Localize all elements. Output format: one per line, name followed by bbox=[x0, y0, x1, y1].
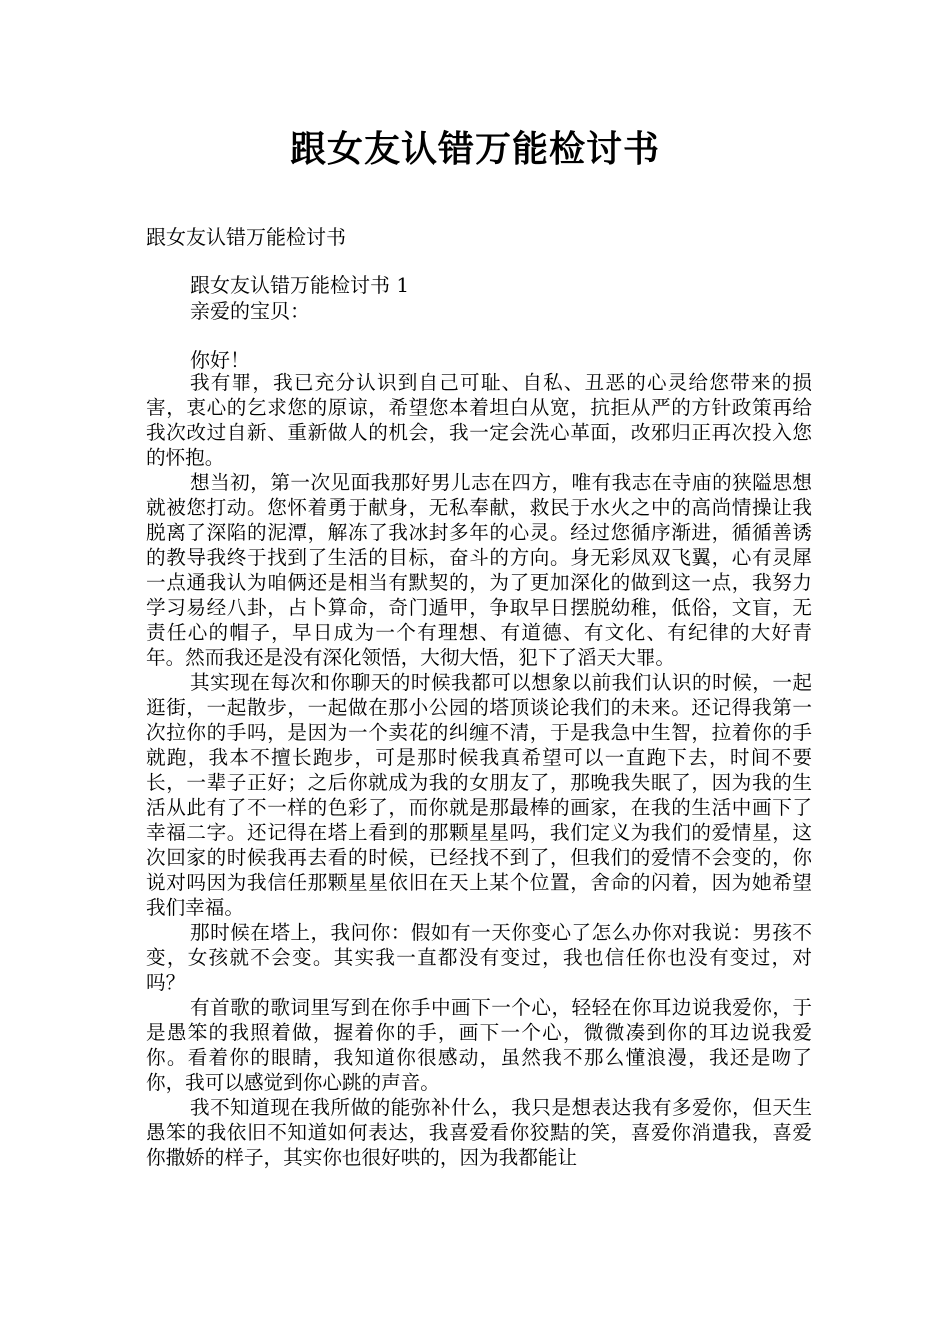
paragraph: 我不知道现在我所做的能弥补什么，我只是想表达我有多爱你，但天生愚笨的我依旧不知道如何表达，我喜爱看你狡黠的笑，喜爱你消遣我，喜爱你撒娇的样子，其实你也很好哄的，因为我都能让 bbox=[146, 1096, 812, 1169]
paragraph: 其实现在每次和你聊天的时候我都可以想象以前我们认识的时候，一起逛街，一起散步，一起做在那小公园的塔顶谈论我们的未来。还记得我第一次拉你的手吗，是因为一个卖花的纠缠不清，于是我急中生智，拉着你的手就跑，我本不擅长跑步，可是那时候我真希望可以一直跑下去，时间不要长，一辈子正好；之后你就成为我的女朋友了，那晚我失眠了，因为我的生活从此有了不一样的色彩了，而你就是那最棒的画家，在我的生活中画下了幸福二字。还记得在塔上看到的那颗星星吗，我们定义为我们的爱情星，这次回家的时候我再去看的时候，已经找不到了，但我们的爱情不会变的，你说对吗因为我信任那颗星星依旧在天上某个位置，舍命的闪着，因为她希望我们幸福。 bbox=[146, 671, 812, 919]
letter-body bbox=[146, 370, 812, 1170]
document-title: 跟女友认错万能检讨书 bbox=[289, 129, 660, 170]
paragraph: 想当初，第一次见面我那好男儿志在四方，唯有我志在寺庙的狭隘思想就被您打动。您怀着勇于献身，无私奉献，救民于水火之中的高尚情操让我脱离了深陷的泥潭，解冻了我冰封多年的心灵。经过您循序渐进，循循善诱的教导我终于找到了生活的目标，奋斗的方向。身无彩凤双飞翼，心有灵犀一点通我认为咱俩还是相当有默契的，为了更加深化的做到这一点，我努力学习易经八卦，占卜算命，奇门遁甲，争取早日摆脱幼稚，低俗，文盲，无责任心的帽子，早日成为一个有理想、有道德、有文化、有纪律的大好青年。然而我还是没有深化领悟，大彻大悟，犯下了滔天大罪。 bbox=[146, 471, 812, 669]
paragraph: 有首歌的歌词里写到在你手中画下一个心，轻轻在你耳边说我爱你，于是愚笨的我照着做，握着你的手，画下一个心，微微凑到你的耳边说我爱你。看着你的眼睛，我知道你很感动，虽然我不那么懂浪漫，我还是吻了你，我可以感觉到你心跳的声音。 bbox=[146, 996, 812, 1094]
section-heading: 跟女友认错万能检讨书 1 bbox=[190, 273, 410, 297]
paragraph: 那时候在塔上，我问你：假如有一天你变心了怎么办你对我说：男孩不变，女孩就不会变。其实我一直都没有变过，我也信任你也没有变过，对吗？ bbox=[146, 921, 812, 994]
document-subtitle: 跟女友认错万能检讨书 bbox=[146, 225, 346, 249]
salutation: 亲爱的宝贝： bbox=[190, 299, 310, 323]
paragraph: 我有罪，我已充分认识到自己可耻、自私、丑恶的心灵给您带来的损害，衷心的乞求您的原谅，希望您本着坦白从宽，抗拒从严的方针政策再给我次改过自新、重新做人的机会，我一定会洗心革面，改邪归正再次投入您的怀抱。 bbox=[146, 371, 812, 469]
greeting: 你好！ bbox=[190, 348, 250, 372]
